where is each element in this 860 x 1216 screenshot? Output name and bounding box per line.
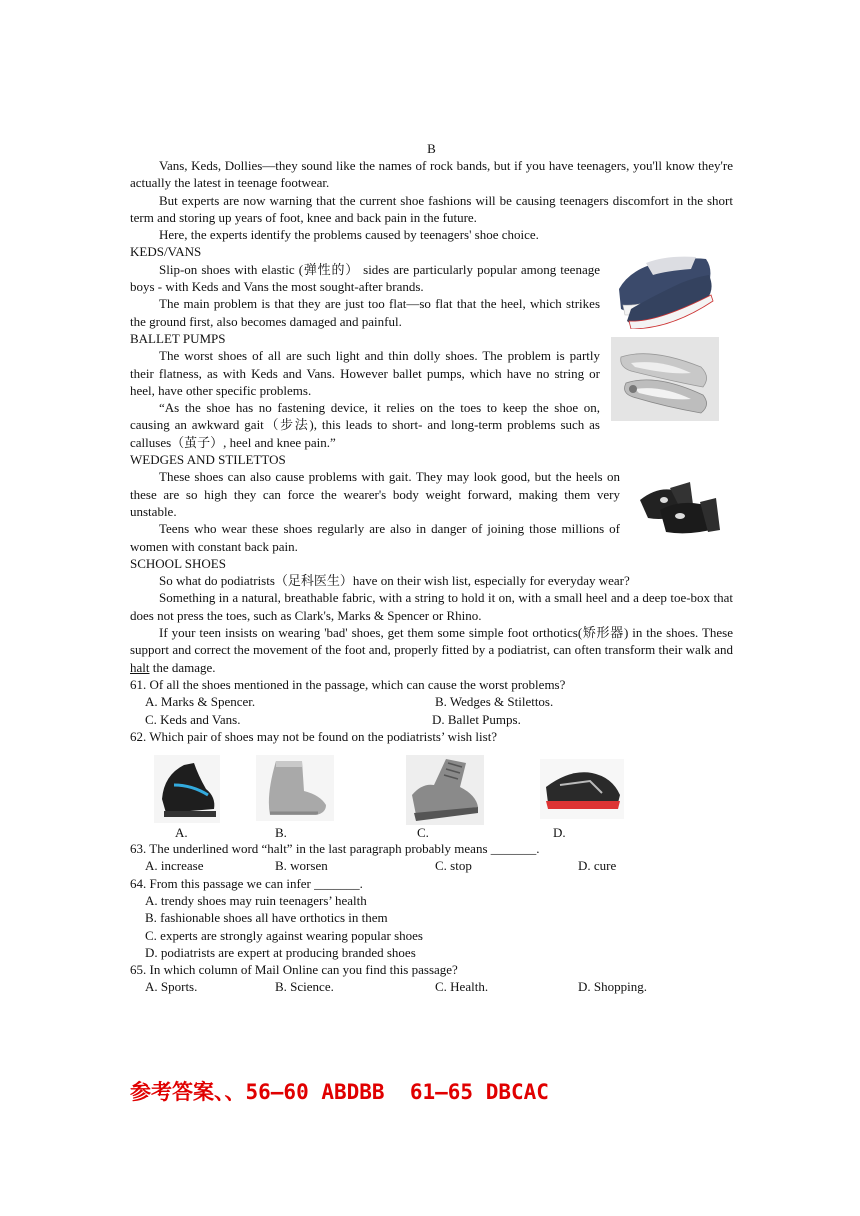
ballet-paragraph-2: “As the shoe has no fastening device, it relies on the toes to keep the shoe on, causing an awkward gait（步法), this leads to short- and long-term problems such as calluses（茧子）, heel and knee pain.” (130, 400, 600, 450)
ballet-pumps-heading: BALLET PUMPS (130, 330, 226, 346)
answer-key: 参考答案、、56—60 ABDBB 61—65 DBCAC (130, 1080, 549, 1104)
intro-paragraph-3: Here, the experts identify the problems caused by teenagers' shoe choice. (159, 227, 539, 243)
keds-vans-heading: KEDS/VANS (130, 244, 202, 260)
sneaker-image (540, 759, 624, 819)
section-label: B (427, 141, 436, 156)
q64-option-b: B. fashionable shoes all have orthotics in them (145, 910, 388, 926)
q64-option-a: A. trendy shoes may ruin teenagers’ health (145, 892, 367, 908)
school-paragraph-1: So what do podiatrists（足科医生）have on their wish list, especially for everyday wear? (159, 573, 630, 589)
keds-paragraph-2: The main problem is that they are just too flat—so flat that the heel, which strikes the ground first, also becomes damaged and painful. (130, 296, 600, 329)
q61-option-b: B. Wedges & Stilettos. (435, 694, 554, 710)
lace-up-boot-image (406, 755, 484, 825)
ballet-pumps-section (130, 330, 733, 451)
wedge-shoes-image (630, 470, 722, 540)
q63-option-b: B. worsen (275, 858, 328, 874)
question-63: 63. The underlined word “halt” in the last paragraph probably means _______. (130, 841, 540, 857)
intro-paragraph-1: Vans, Keds, Dollies—they sound like the names of rock bands, but if you have teenagers, you'll know they're actually the latest in teenage footwear. (130, 158, 733, 191)
question-62: 62. Which pair of shoes may not be found on the podiatrists’ wish list? (130, 728, 498, 744)
ballet-pumps-image (611, 337, 719, 421)
q65-option-d: D. Shopping. (578, 979, 647, 995)
q65-option-c: C. Health. (435, 979, 489, 995)
q63-option-d: D. cure (578, 858, 617, 874)
q62-option-b: B. (275, 825, 287, 841)
q63-option-a: A. increase (145, 858, 204, 874)
q64-option-c: C. experts are strongly against wearing popular shoes (145, 927, 423, 943)
q63-option-c: C. stop (435, 858, 472, 874)
q62-option-a: A. (175, 825, 188, 841)
q62-option-d: D. (553, 825, 566, 841)
wedges-section (130, 451, 733, 555)
wedges-paragraph-1: These shoes can also cause problems with gait. They may look good, but the heels on these are so high they can force the wearer's body weight forward, making them very unstable. (130, 469, 620, 519)
keds-paragraph-1: Slip-on shoes with elastic (弹性的） sides are particularly popular among teenage boys - with Keds and Vans the most sought-after brands. (130, 261, 600, 295)
grey-boot-image (256, 755, 334, 821)
wedges-heading: WEDGES AND STILETTOS (130, 452, 286, 468)
q65-option-b: B. Science. (275, 979, 334, 995)
question-65: 65. In which column of Mail Online can you find this passage? (130, 962, 458, 978)
underlined-word-halt: halt (130, 659, 150, 675)
q64-option-d: D. podiatrists are expert at producing branded shoes (145, 944, 416, 960)
q61-option-a: A. Marks & Spencer. (145, 694, 256, 710)
school-paragraph-3: If your teen insists on wearing 'bad' shoes, get them some simple foot orthotics(矫形器) in the shoes. These support and correct the movement of the foot and, properly fitted by a podiatrist, can often transform their walk and halt the damage. (130, 625, 733, 675)
wedges-paragraph-2: Teens who wear these shoes regularly are also in danger of joining those millions of women with constant back pain. (130, 521, 620, 554)
q62-shoe-options (130, 745, 733, 840)
school-paragraph-2: Something in a natural, breathable fabric, with a string to hold it on, with a small heel and a deep toe-box that does not press the toes, such as Clark's, Marks & Spencer or Rhino. (130, 590, 733, 623)
slip-on-shoes-image (611, 249, 716, 329)
black-leather-shoe-image (154, 755, 220, 823)
keds-vans-section (130, 243, 733, 329)
question-64: 64. From this passage we can infer _______. (130, 875, 363, 891)
ballet-paragraph-1: The worst shoes of all are such light and thin dolly shoes. The problem is partly their flatness, as with Keds and Vans. However ballet pumps, which have no string or heel, have other specific problems. (130, 348, 600, 398)
document-body (130, 140, 733, 996)
question-61: 61. Of all the shoes mentioned in the passage, which can cause the worst problems? (130, 676, 566, 692)
school-shoes-heading: SCHOOL SHOES (130, 555, 226, 571)
q65-option-a: A. Sports. (145, 979, 198, 995)
intro-paragraph-2: But experts are now warning that the current shoe fashions will be causing teenagers discomfort in the short term and storing up years of foot, knee and back pain in the future. (130, 192, 733, 225)
q61-option-d: D. Ballet Pumps. (432, 711, 521, 727)
q62-option-c: C. (417, 825, 429, 841)
q61-option-c: C. Keds and Vans. (145, 711, 241, 727)
